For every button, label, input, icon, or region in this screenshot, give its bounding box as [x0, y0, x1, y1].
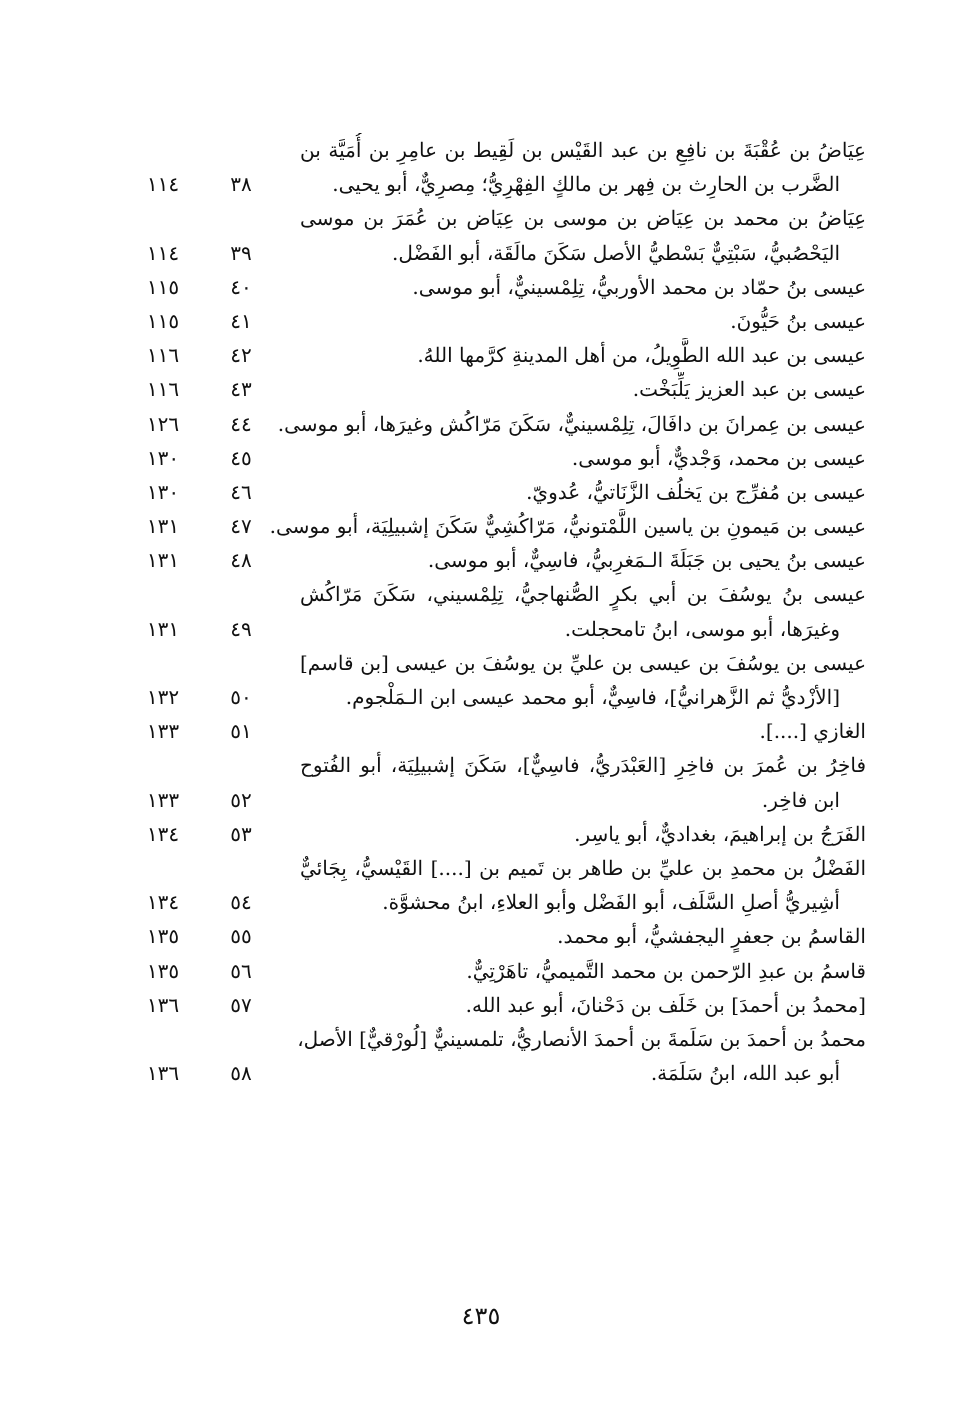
entry-text: الغازي [....].	[759, 719, 866, 744]
index-entry	[0, 646, 962, 714]
entry-number: ٤٢	[230, 343, 252, 368]
entry-page-ref: ١٣٥	[146, 924, 180, 949]
page-number: ٤٣٥	[461, 1302, 501, 1330]
entry-text: عيسى بن عِمرانَ بن دافَالَ، تِلِمْسينيٌّ، سَكَنَ مَرّاكُش وغيرَها، أبو موسى.	[277, 411, 866, 436]
entry-page-ref: ١٣١	[146, 616, 180, 641]
entry-line	[0, 954, 962, 988]
index-entry	[0, 988, 962, 1022]
entry-line	[0, 714, 962, 748]
entry-page-ref: ١٣٤	[146, 890, 180, 915]
entry-page-ref: ١١٤	[146, 240, 180, 265]
entry-line	[0, 612, 962, 646]
entry-page-ref: ١٣١	[146, 548, 180, 573]
index-entry	[0, 748, 962, 816]
index-entry	[0, 201, 962, 269]
index-entry	[0, 407, 962, 441]
index-entry	[0, 509, 962, 543]
entry-line	[0, 338, 962, 372]
index-entry	[0, 1022, 962, 1090]
entry-number: ٥٨	[230, 1061, 252, 1086]
entry-page-ref: ١٣١	[146, 514, 180, 539]
entry-page-ref: ١٣٣	[146, 787, 180, 812]
entry-text: عِيَاضُ بن محمد بن عِيَاض بن موسى بن عِيَاض بن عُمَرَ بن موسى	[300, 206, 866, 231]
entry-number: ٥٥	[230, 924, 252, 949]
index-entry	[0, 919, 962, 953]
entry-line	[0, 167, 962, 201]
entry-number: ٤٨	[230, 548, 252, 573]
entry-text: عيسى بنُ يوسُفَ بن أبي بكرٍ الصُّنهاجيُّ، تِلِمْسيني، سَكَنَ مَرّاكُش	[300, 582, 866, 607]
entry-text: [محمدُ بن أحمدَ] بن خَلَف بن دَحْنانَ، أبو عبد الله.	[465, 992, 866, 1017]
entry-number: ٥٤	[230, 890, 252, 915]
entry-number: ٤٩	[230, 616, 252, 641]
index-entry	[0, 372, 962, 406]
entry-text: عِيَاضُ بن عُقْبَةَ بن نافِعِ بن عبد القَيْس بن لَقِيط بن عامِرِ بن أُمَيَّة بن	[300, 138, 866, 162]
entry-number: ٤٥	[230, 445, 252, 470]
index-entry	[0, 817, 962, 851]
entry-number: ٥٠	[230, 685, 252, 709]
entry-number: ٣٩	[230, 240, 252, 265]
entry-line	[0, 270, 962, 304]
entry-text: عيسى بن مَيمونِ بن ياسين اللَّمْتونيُّ، مَرّاكُشِيٌّ سَكَنَ إشبيلِيَة، أبو موسى.	[269, 514, 866, 539]
index-entry	[0, 714, 962, 748]
entry-line	[0, 680, 962, 714]
entry-text: الضَّرب بن الحارِث بن فِهر بن مالكٍ الفِهْرِيُّ؛ مِصرِيٌّ، أبو يحيى.	[332, 172, 840, 197]
entry-text: وغيرَها، أبو موسى، ابنُ تامحجلت.	[564, 616, 840, 641]
entry-text: فاخِرُ بن عُمرَ بن فاخِرِ [العَبْدَريُّ، فاسِيٌّ]، سَكَنَ إشبيلِيَة، أبو الفُتوح	[300, 753, 866, 778]
entry-number: ٤١	[230, 308, 252, 333]
entry-line	[0, 475, 962, 509]
entry-page-ref: ١١٥	[146, 308, 180, 333]
entry-line	[0, 441, 962, 475]
entry-page-ref: ١٣٣	[146, 719, 180, 744]
entry-text: ابن فاخِر.	[761, 787, 840, 812]
entry-line	[0, 236, 962, 270]
entry-line	[0, 372, 962, 406]
entry-line	[0, 543, 962, 577]
entry-line	[0, 509, 962, 543]
entry-page-ref: ١٣٦	[146, 1061, 180, 1086]
entry-line	[0, 817, 962, 851]
entry-line	[0, 1022, 962, 1056]
entry-line	[0, 1056, 962, 1090]
entry-text: عيسى بن عبد العزيز يَلِّبَخْت.	[632, 377, 866, 402]
index-entry	[0, 304, 962, 338]
entry-text: [الأزْديُّ ثم الزَّهرانيُّ]، فاسِيٌّ، أبو محمد عيسى ابن الـمَلْجوم.	[345, 685, 840, 709]
entry-number: ٤٠	[230, 274, 252, 299]
entry-text: قاسمُ بن عبدِ الرّحمن بن محمد التَّميميُّ، تاهَرْتِيٌّ.	[466, 958, 866, 983]
entry-page-ref: ١١٦	[146, 377, 180, 402]
entry-number: ٥١	[230, 719, 252, 744]
entry-page-ref: ١٣٠	[146, 445, 180, 470]
entry-number: ٤٦	[230, 479, 252, 504]
index-entry	[0, 338, 962, 372]
entry-page-ref: ١٣٠	[146, 479, 180, 504]
entry-line	[0, 304, 962, 338]
entry-line	[0, 407, 962, 441]
entry-text: عيسى بن يوسُفَ بن عيسى بن عليِّ بن يوسُفَ بن عيسى [بن قاسم]	[300, 650, 866, 675]
index-entry	[0, 475, 962, 509]
entry-page-ref: ١٢٦	[146, 411, 180, 436]
entry-text: عيسى بن مُفرِّج بن يَخلُف الزَّنَاتيُّ، عُدويّ.	[526, 479, 866, 504]
entry-line	[0, 133, 962, 167]
entry-text: عيسى بن محمد، وَجْديٌّ، أبو موسى.	[571, 445, 866, 470]
entry-text: محمدُ بن أحمدَ بن سَلَمةَ بن أحمدَ الأنصاريُّ، تلمسينيٌّ [لُورْقيٌّ] الأصل،	[297, 1026, 866, 1051]
entry-text: اليَحْصُبيُّ، سَبْتِيٌّ بَسْطيُّ الأصل سَكَنَ مالَقَة، أبو الفَضْل.	[392, 240, 840, 265]
entry-line	[0, 885, 962, 919]
index-entries	[0, 133, 962, 1090]
entry-line	[0, 201, 962, 235]
entry-page-ref: ١٣٥	[146, 958, 180, 983]
entry-text: القاسمُ بن جعفرٍ اليجفشيُّ، أبو محمد.	[557, 924, 866, 949]
entry-text: عيسى بنُ يحيى بن جَبَلَةَ الـمَغرِبيُّ، فاسِيٌّ، أبو موسى.	[427, 548, 866, 573]
entry-page-ref: ١١٤	[146, 172, 180, 197]
entry-line	[0, 988, 962, 1022]
index-entry	[0, 133, 962, 201]
entry-line	[0, 748, 962, 782]
entry-number: ٤٧	[230, 514, 252, 539]
index-entry	[0, 441, 962, 475]
entry-line	[0, 851, 962, 885]
entry-page-ref: ١١٦	[146, 343, 180, 368]
index-entry	[0, 577, 962, 645]
entry-number: ٣٨	[230, 172, 252, 197]
entry-line	[0, 577, 962, 611]
entry-page-ref: ١٣٦	[146, 992, 180, 1017]
entry-number: ٥٧	[230, 992, 252, 1017]
entry-number: ٥٦	[230, 958, 252, 983]
entry-page-ref: ١١٥	[146, 274, 180, 299]
index-entry	[0, 851, 962, 919]
index-entry	[0, 543, 962, 577]
entry-text: أشِيريُّ أصلِ السَّلَف، أبو الفَضْل وأبو العلاءِ، ابنُ محشوَّة.	[382, 890, 840, 915]
entry-text: عيسى بنُ حمّاد بن محمد الأوربيُّ، تِلِمْسينيٌّ، أبو موسى.	[412, 274, 866, 299]
entry-page-ref: ١٣٢	[146, 685, 180, 709]
entry-number: ٥٣	[230, 821, 252, 846]
entry-page-ref: ١٣٤	[146, 821, 180, 846]
entry-line	[0, 919, 962, 953]
entry-line	[0, 783, 962, 817]
entry-text: الفَضْلُ بن محمدِ بن عليِّ بن طاهر بن تَميم بن [....] القَيْسيُّ، بِجَائيٌّ	[300, 855, 866, 880]
entry-text: عيسى بن عبد الله الطَّوِيلُ، من أهل المدينةِ كرَّمها اللهُ.	[417, 343, 866, 368]
index-entry	[0, 270, 962, 304]
entry-number: ٥٢	[230, 787, 252, 812]
entry-text: الفَرَجُ بن إبراهيمَ، بغداديٌّ، أبو ياسِر.	[574, 821, 866, 846]
index-entry	[0, 954, 962, 988]
entry-number: ٤٣	[230, 377, 252, 402]
entry-number: ٤٤	[230, 411, 252, 436]
entry-line	[0, 646, 962, 680]
entry-text: عيسى بنُ حَيُّونَ.	[730, 308, 866, 333]
entry-text: أبو عبد الله، ابنُ سَلَمَة.	[650, 1061, 840, 1086]
